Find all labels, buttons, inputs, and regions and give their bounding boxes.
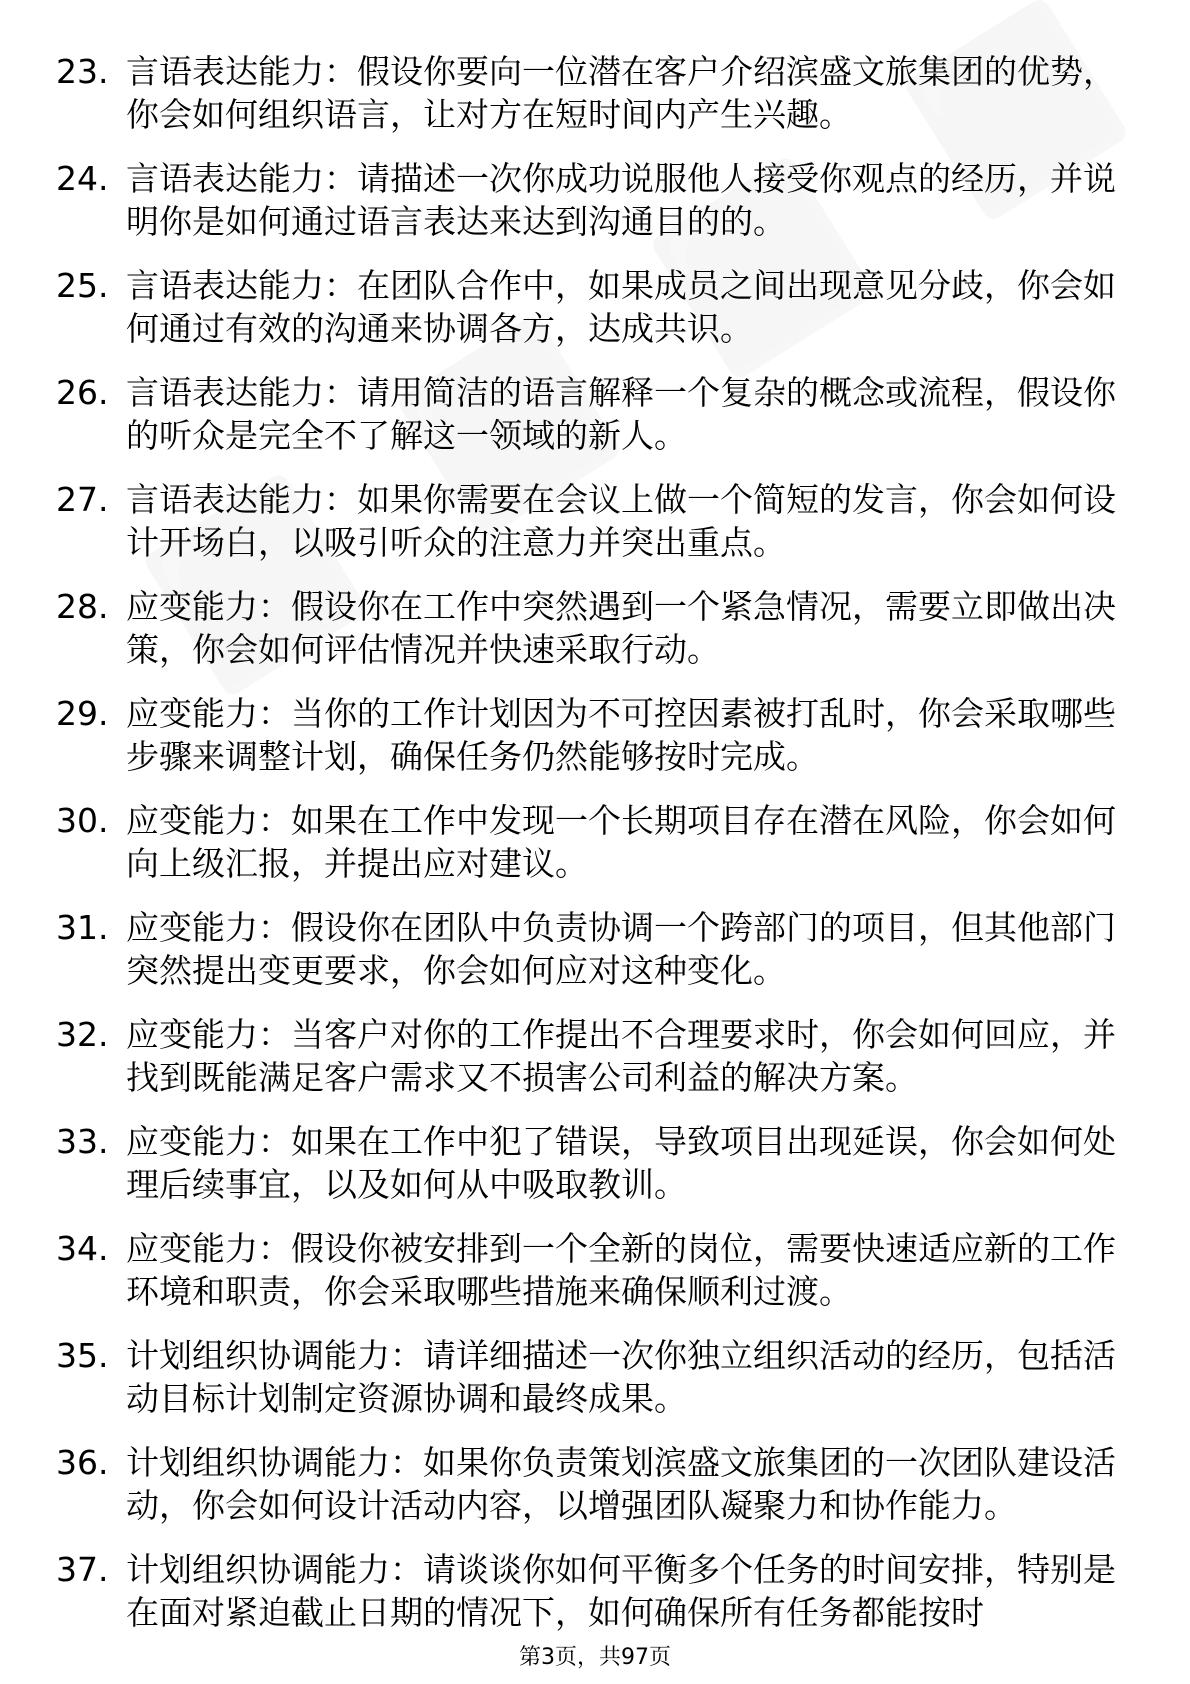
- question-number: 30.: [56, 801, 109, 840]
- question-text: 计划组织协调能力：请详细描述一次你独立组织活动的经历，包括活动目标计划制定资源协调和最终成果。: [126, 1336, 1116, 1418]
- question-number: 34.: [56, 1229, 109, 1268]
- question-item: [56, 799, 1116, 885]
- question-item: [56, 1227, 1116, 1313]
- question-list: [56, 50, 1116, 1655]
- question-text: 言语表达能力：请用简洁的语言解释一个复杂的概念或流程，假设你的听众是完全不了解这一领域的新人。: [126, 373, 1116, 455]
- question-item: [56, 157, 1116, 243]
- question-item: [56, 1013, 1116, 1099]
- question-number: 27.: [56, 480, 109, 519]
- question-item: [56, 1548, 1116, 1634]
- question-item: [56, 50, 1116, 136]
- question-number: 36.: [56, 1443, 109, 1482]
- question-text: 言语表达能力：在团队合作中，如果成员之间出现意见分歧，你会如何通过有效的沟通来协调各方，达成共识。: [126, 266, 1116, 348]
- question-item: [56, 692, 1116, 778]
- question-text: 应变能力：如果在工作中犯了错误，导致项目出现延误，你会如何处理后续事宜，以及如何从中吸取教训。: [126, 1122, 1116, 1204]
- question-number: 35.: [56, 1336, 109, 1375]
- question-item: [56, 478, 1116, 564]
- question-text: 计划组织协调能力：如果你负责策划滨盛文旅集团的一次团队建设活动，你会如何设计活动内容，以增强团队凝聚力和协作能力。: [126, 1443, 1116, 1525]
- question-text: 应变能力：假设你在团队中负责协调一个跨部门的项目，但其他部门突然提出变更要求，你会如何应对这种变化。: [126, 908, 1116, 990]
- question-item: [56, 1441, 1116, 1527]
- question-number: 31.: [56, 908, 109, 947]
- question-number: 24.: [56, 159, 109, 198]
- question-text: 应变能力：假设你被安排到一个全新的岗位，需要快速适应新的工作环境和职责，你会采取哪些措施来确保顺利过渡。: [126, 1229, 1116, 1311]
- question-number: 26.: [56, 373, 109, 412]
- question-item: [56, 906, 1116, 992]
- question-text: 言语表达能力：假设你要向一位潜在客户介绍滨盛文旅集团的优势，你会如何组织语言，让对方在短时间内产生兴趣。: [126, 52, 1116, 134]
- question-number: 25.: [56, 266, 109, 305]
- question-item: [56, 585, 1116, 671]
- question-text: 应变能力：当客户对你的工作提出不合理要求时，你会如何回应，并找到既能满足客户需求又不损害公司利益的解决方案。: [126, 1015, 1116, 1097]
- question-number: 28.: [56, 587, 109, 626]
- question-text: 计划组织协调能力：请谈谈你如何平衡多个任务的时间安排，特别是在面对紧迫截止日期的情况下，如何确保所有任务都能按时: [126, 1550, 1116, 1632]
- question-item: [56, 264, 1116, 350]
- question-number: 29.: [56, 694, 109, 733]
- question-number: 33.: [56, 1122, 109, 1161]
- question-number: 32.: [56, 1015, 109, 1054]
- question-number: 23.: [56, 52, 109, 91]
- question-item: [56, 371, 1116, 457]
- question-text: 言语表达能力：请描述一次你成功说服他人接受你观点的经历，并说明你是如何通过语言表达来达到沟通目的的。: [126, 159, 1116, 241]
- question-item: [56, 1120, 1116, 1206]
- question-text: 言语表达能力：如果你需要在会议上做一个简短的发言，你会如何设计开场白，以吸引听众的注意力并突出重点。: [126, 480, 1116, 562]
- question-number: 37.: [56, 1550, 109, 1589]
- question-item: [56, 1334, 1116, 1420]
- page-footer: 第3页，共97页: [519, 1645, 671, 1670]
- question-text: 应变能力：如果在工作中发现一个长期项目存在潜在风险，你会如何向上级汇报，并提出应对建议。: [126, 801, 1116, 883]
- question-text: 应变能力：当你的工作计划因为不可控因素被打乱时，你会采取哪些步骤来调整计划，确保任务仍然能够按时完成。: [126, 694, 1116, 776]
- question-text: 应变能力：假设你在工作中突然遇到一个紧急情况，需要立即做出决策，你会如何评估情况并快速采取行动。: [126, 587, 1116, 669]
